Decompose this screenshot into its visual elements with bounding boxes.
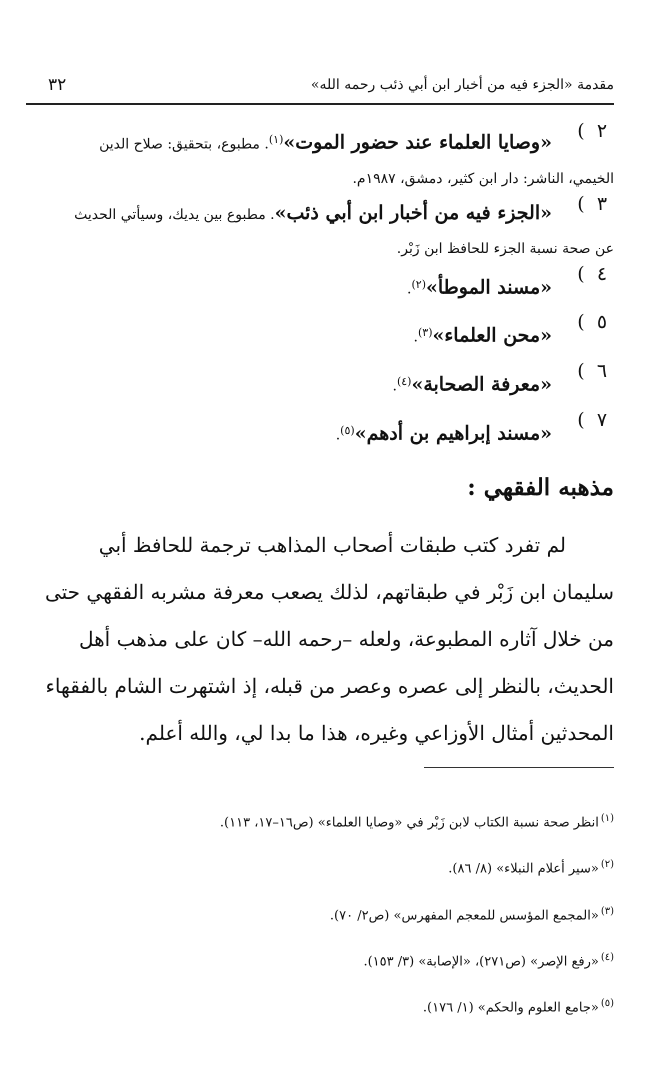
section-heading: مذهبه الفقهي : [467, 474, 614, 501]
work-title: «وصايا العلماء عند حضور الموت» [283, 131, 552, 154]
list-item [20, 120, 614, 193]
list-item [20, 409, 614, 458]
item-number: ٦) [577, 359, 608, 382]
item-number: ٤) [577, 262, 608, 285]
body-paragraph [26, 522, 614, 757]
item-number: ٢) [577, 120, 608, 142]
work-note-continued: عن صحة نسبة الجزء للحافظ ابن زَبْر. [396, 240, 614, 257]
footnote [40, 983, 614, 1029]
paragraph-line: الحديث، بالنظر إلى عصره وعصر من قبله، إذ اشتهرت الشام بالفقهاء [45, 674, 614, 698]
item-number: ٧) [577, 408, 608, 431]
footnote [40, 937, 614, 983]
work-title: «معرفة الصحابة» [411, 373, 552, 396]
footnote-mark: (٤) [600, 951, 614, 963]
footnote-mark: (٥) [600, 998, 614, 1010]
footnote-mark: (٢) [600, 859, 614, 871]
footnote [40, 891, 614, 937]
footnote-ref: (١) [268, 133, 284, 146]
works-list [20, 120, 614, 457]
paragraph-line: سليمان ابن زَبْر في طبقاتهم، لذلك يصعب معرفة مشربه الفقهي حتى [44, 580, 614, 604]
footnote-separator [424, 767, 614, 768]
footnote-text: «جامع العلوم والحكم» (١/ ١٧٦). [422, 1000, 599, 1016]
footnote [40, 844, 614, 890]
paragraph-line: من خلال آثاره المطبوعة، ولعله –رحمه الله– كان على مذهب أهل [78, 627, 614, 651]
list-item [20, 193, 614, 263]
work-title: «مسند إبراهيم بن أدهم» [354, 422, 552, 445]
list-item [20, 360, 614, 409]
list-item [20, 263, 614, 312]
work-note: . مطبوع بين يديك، وسيأتي الحديث [74, 206, 275, 223]
footnotes [40, 798, 614, 1030]
footnote-mark: (١) [600, 813, 614, 824]
footnote-ref: (٢) [411, 277, 427, 291]
footnote-mark: (٣) [600, 905, 614, 917]
work-note-continued: الخيمي، الناشر: دار ابن كثير، دمشق، ١٩٨٧م. [352, 170, 614, 187]
footnote-text: «المجمع المؤسس للمعجم المفهرس» (ص٢/ ٧٠). [329, 907, 599, 923]
work-title: «مسند الموطأ» [426, 276, 552, 299]
work-title: «الجزء فيه من أخبار ابن أبي ذئب» [274, 201, 552, 224]
item-number: ٣) [577, 192, 608, 215]
footnote [40, 798, 614, 844]
page-header [26, 72, 614, 98]
work-note: . [407, 281, 412, 298]
footnote-text: انظر صحة نسبة الكتاب لابن زَبْر في «وصايا العلماء» (ص١٦–١٧، ١١٣). [219, 815, 599, 831]
header-rule [26, 103, 614, 105]
list-item [20, 311, 614, 360]
footnote-text: «رفع الإصر» (ص٢٧١)، «الإصابة» (٣/ ١٥٣). [363, 954, 599, 970]
footnote-ref: (٤) [396, 374, 412, 388]
paragraph-line: لم تفرد كتب طبقات أصحاب المذاهب ترجمة للحافظ أبي [98, 533, 566, 557]
work-note: . مطبوع، بتحقيق: صلاح الدين [99, 136, 269, 153]
page-number: ٣٢ [48, 75, 67, 95]
footnote-ref: (٥) [340, 423, 355, 437]
work-note: . [335, 427, 341, 444]
paragraph-line: المحدثين أمثال الأوزاعي وغيره، هذا ما بدا لي، والله أعلم. [139, 721, 614, 745]
item-number: ٥) [577, 311, 608, 334]
footnote-text: «سير أعلام النبلاء» (٨/ ٨٦). [448, 861, 599, 877]
work-title: «محن العلماء» [432, 324, 552, 347]
footnote-ref: (٣) [417, 326, 433, 340]
running-title: مقدمة «الجزء فيه من أخبار ابن أبي ذئب رحمه الله» [310, 77, 614, 93]
work-note: . [392, 378, 397, 395]
work-note: . [413, 329, 418, 346]
